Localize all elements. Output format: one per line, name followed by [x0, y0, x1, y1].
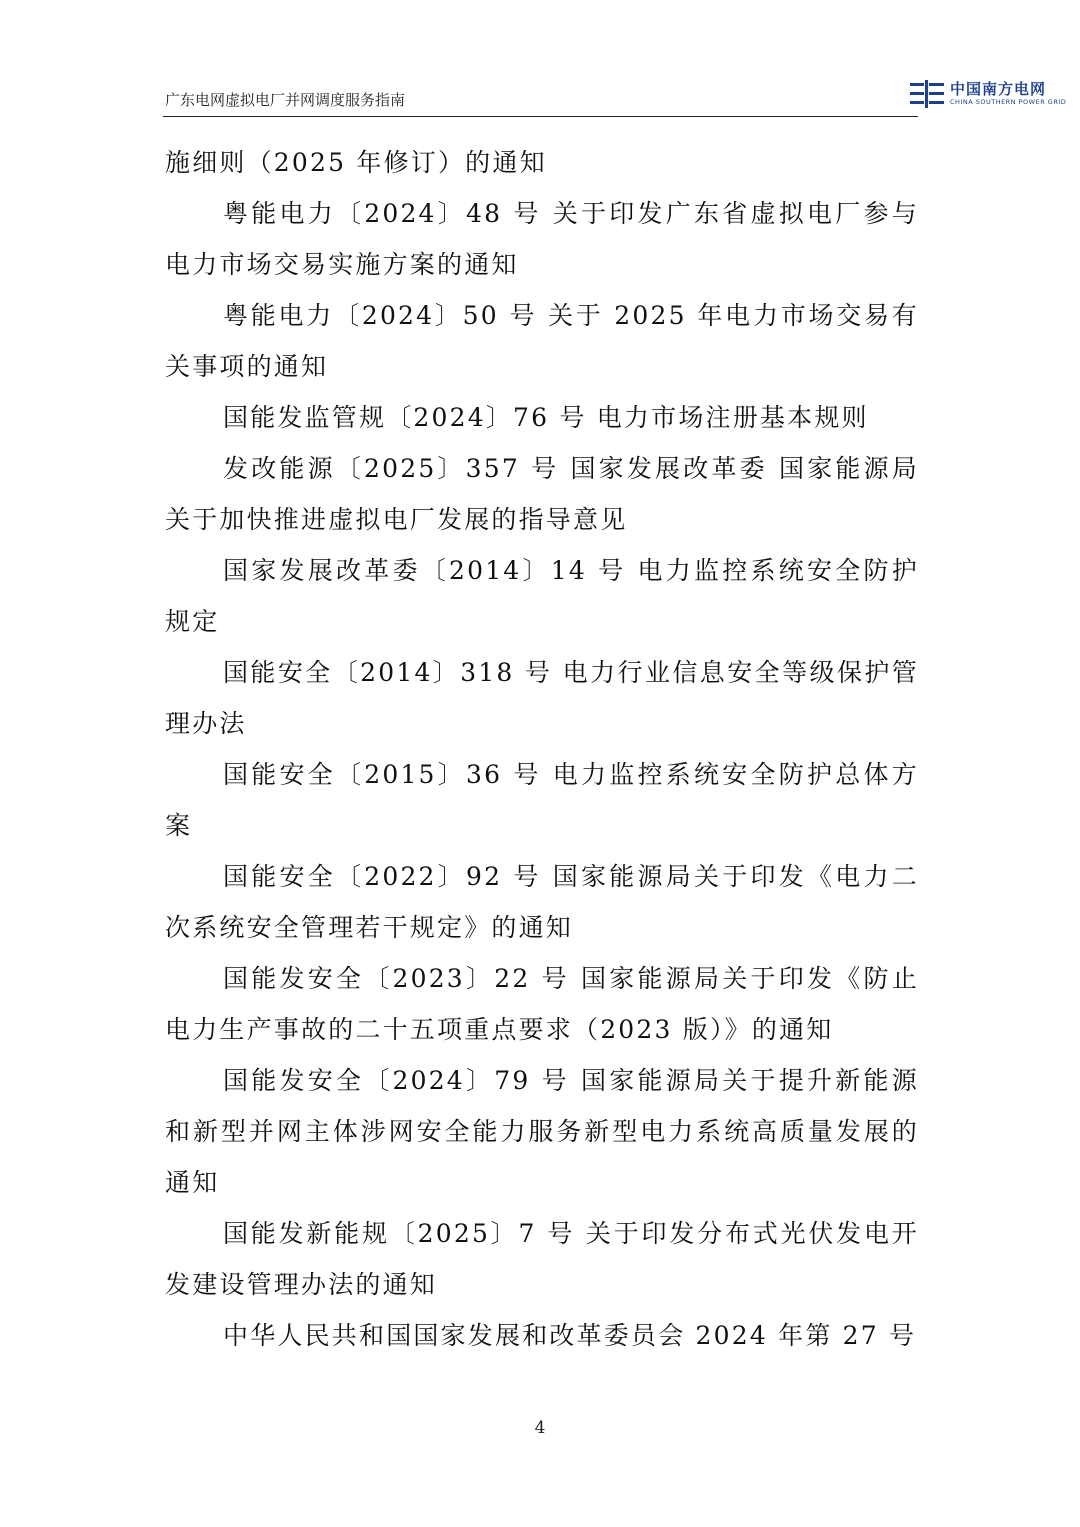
reference-item: 粤能电力〔2024〕50 号 关于 2025 年电力市场交易有关事项的通知 [165, 301, 919, 381]
page-header [163, 66, 1067, 117]
reference-item: 国能安全〔2014〕318 号 电力行业信息安全等级保护管理办法 [165, 658, 919, 738]
reference-item: 国能发监管规〔2024〕76 号 电力市场注册基本规则 [223, 403, 869, 432]
csg-logo-icon [910, 80, 944, 108]
reference-item: 国能安全〔2015〕36 号 电力监控系统安全防护总体方案 [165, 760, 919, 840]
header-title: 广东电网虚拟电厂并网调度服务指南 [165, 91, 406, 109]
reference-item: 国家发展改革委〔2014〕14 号 电力监控系统安全防护规定 [165, 556, 919, 636]
reference-item: 中华人民共和国国家发展和改革委员会 2024 年第 27 号 [223, 1321, 917, 1350]
reference-item: 粤能电力〔2024〕48 号 关于印发广东省虚拟电厂参与电力市场交易实施方案的通知 [165, 199, 919, 279]
reference-item: 国能发安全〔2024〕79 号 国家能源局关于提升新能源和新型并网主体涉网安全能力服务新型电力系统高质量发展的通知 [165, 1066, 919, 1197]
document-body [165, 137, 919, 1361]
paragraph-continuation: 施细则（2025 年修订）的通知 [165, 148, 547, 177]
page-number: 4 [534, 1418, 546, 1438]
reference-item: 国能发安全〔2023〕22 号 国家能源局关于印发《防止电力生产事故的二十五项重点要求（2023 版）》的通知 [165, 964, 919, 1044]
logo-name-en: CHINA SOUTHERN POWER GRID [950, 98, 1067, 106]
logo-name-cn: 中国南方电网 [950, 80, 1047, 98]
reference-item: 国能发新能规〔2025〕7 号 关于印发分布式光伏发电开发建设管理办法的通知 [165, 1219, 919, 1299]
reference-item: 国能安全〔2022〕92 号 国家能源局关于印发《电力二次系统安全管理若干规定》的通知 [165, 862, 919, 942]
reference-item: 发改能源〔2025〕357 号 国家发展改革委 国家能源局关于加快推进虚拟电厂发展的指导意见 [165, 454, 919, 534]
